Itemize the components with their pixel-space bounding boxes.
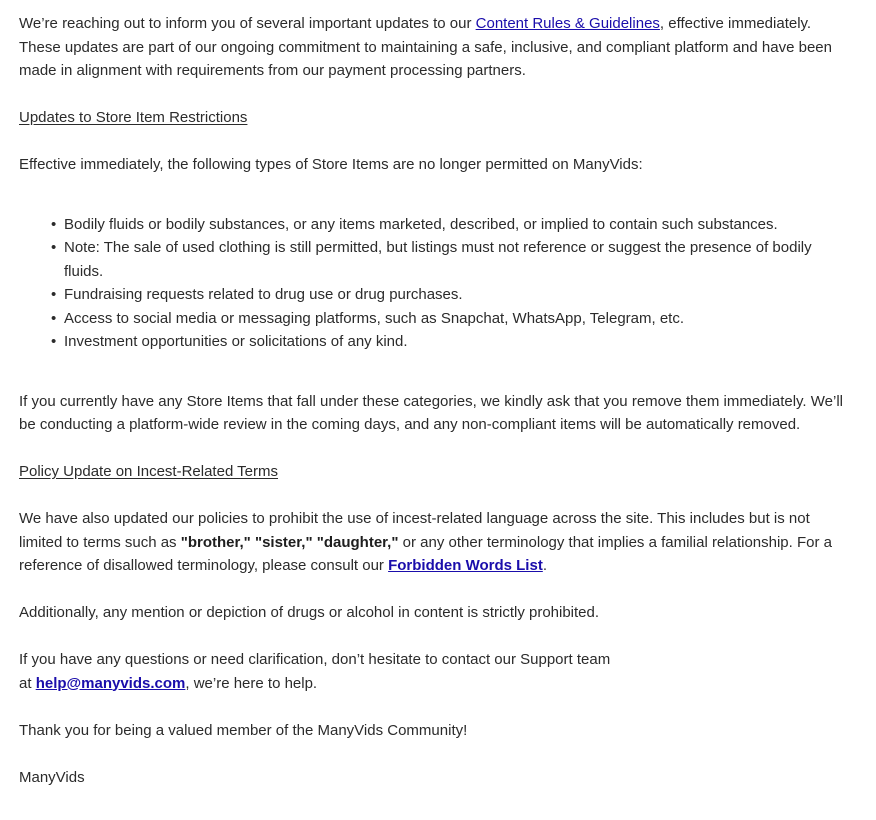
- email-body: [19, 12, 849, 789]
- thanks-paragraph: Thank you for being a valued member of the ManyVids Community!: [19, 721, 468, 739]
- policy-text-1: We have also updated our policies to prohibit the use of incest-related language across the site. This includes but is not limited to terms such as: [19, 510, 810, 551]
- support-line-2-end: , we’re here to help.: [185, 674, 318, 692]
- drugs-paragraph: Additionally, any mention or depiction of drugs or alcohol in content is strictly prohibited.: [19, 604, 600, 621]
- term-daughter: "daughter,": [316, 533, 399, 551]
- content-rules-link[interactable]: Content Rules & Guidelines: [475, 15, 660, 32]
- removal-paragraph: If you currently have any Store Items that fall under these categories, we kindly ask that you remove them immediately. We’ll be conducting a platform-wide review in the coming days, and any non-compliant items will be automatically removed.: [19, 392, 843, 433]
- support-line-1: If you have any questions or need clarification, don’t hesitate to contact our Support team: [19, 651, 611, 668]
- policy-text-3: .: [542, 557, 547, 574]
- restrictions-lead: Effective immediately, the following types of Store Items are no longer permitted on ManyVids:: [19, 156, 643, 173]
- list-item: • Note: The sale of used clothing is still permitted, but listings must not reference or suggest the presence of bodily fluids.: [64, 236, 849, 283]
- list-item: • Access to social media or messaging platforms, such as Snapchat, WhatsApp, Telegram, etc.: [64, 307, 849, 331]
- intro-text-before: We’re reaching out to inform you of several important updates to our: [19, 15, 476, 32]
- incest-policy-heading: Policy Update on Incest-Related Terms: [19, 463, 279, 480]
- restrictions-list: [19, 213, 849, 354]
- support-at: at: [19, 674, 36, 692]
- support-email-link[interactable]: help@manyvids.com: [35, 674, 186, 692]
- list-item: • Bodily fluids or bodily substances, or any items marketed, described, or implied to contain such substances.: [64, 213, 849, 237]
- intro-text-after: , effective immediately. These updates are part of our ongoing commitment to maintaining a safe, inclusive, and compliant platform and have been made in alignment with requirements from our payment processing partners.: [19, 15, 832, 79]
- incest-policy-paragraph: [19, 507, 849, 578]
- policy-text-2: or any other terminology that implies a familial relationship. For a reference of disallowed terminology, please consult our: [19, 533, 832, 574]
- forbidden-words-link[interactable]: Forbidden Words List: [388, 557, 543, 574]
- term-sister: "sister,": [254, 533, 313, 551]
- intro-paragraph: [19, 12, 849, 83]
- term-brother: "brother,": [180, 533, 251, 551]
- store-restrictions-heading: Updates to Store Item Restrictions: [19, 109, 248, 126]
- list-item: • Fundraising requests related to drug use or drug purchases.: [64, 283, 849, 307]
- list-item: • Investment opportunities or solicitations of any kind.: [64, 330, 849, 354]
- support-paragraph: [19, 648, 849, 695]
- signature: ManyVids: [19, 768, 85, 786]
